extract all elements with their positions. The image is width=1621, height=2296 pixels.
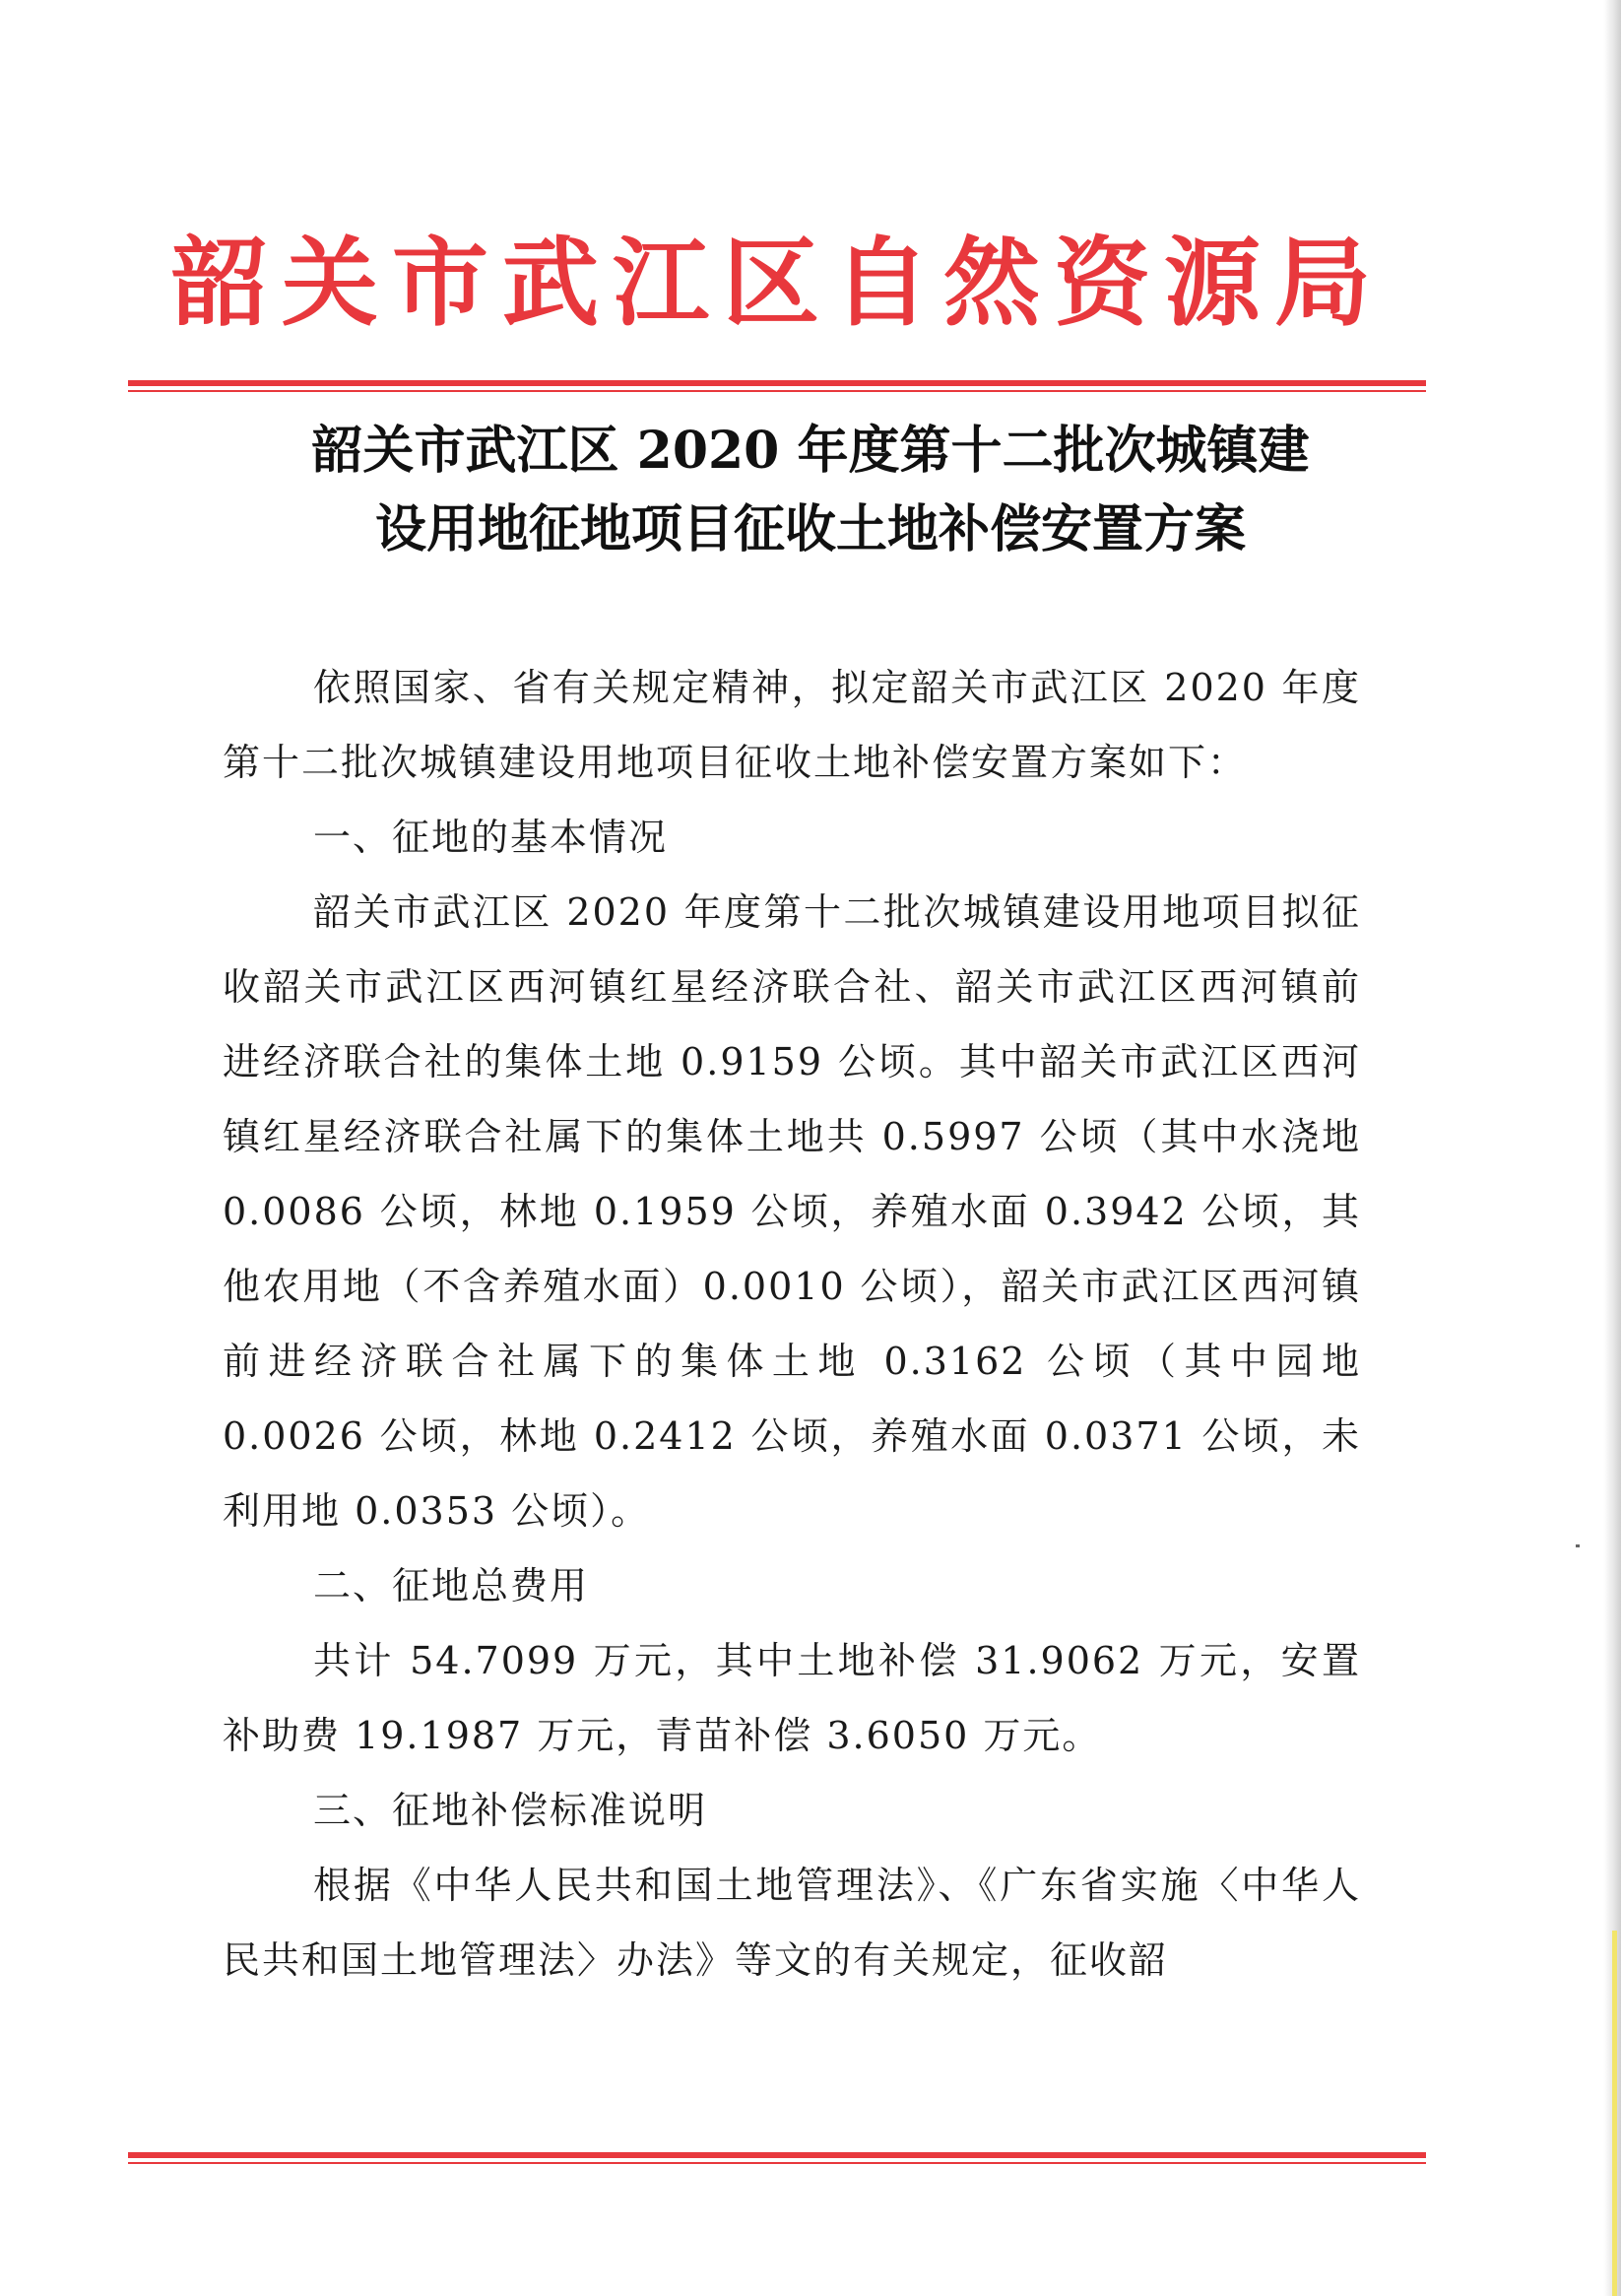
section-2-paragraph: 共计 54.7099 万元，其中土地补偿 31.9062 万元，安置补助费 19.1987 万元，青苗补偿 3.6050 万元。 <box>223 1639 1361 1757</box>
section-1-paragraph: 韶关市武江区 2020 年度第十二批次城镇建设用地项目拟征收韶关市武江区西河镇红星经济联合社、韶关市武江区西河镇前进经济联合社的集体土地 0.9159 公顷。其中韶关市武江区西河镇红星经济联合社属下的集体土地共 0.5997 公顷（其中水浇地 0.0086 公顷，林地 0.1959 公顷，养殖水面 0.3942 公顷，其他农用地（不含养殖水面）0.0010 公顷），韶关市武江区西河镇前进经济联合社属下的集体土地 0.3162 公顷（其中园地 0.0026 公顷，林地 0.2412 公顷，养殖水面 0.0371 公顷，未利用地 0.0353 公顷）。 <box>223 890 1361 1533</box>
agency-masthead: 韶关市武江区自然资源局 <box>170 227 1385 340</box>
intro-paragraph: 依照国家、省有关规定精神，拟定韶关市武江区 2020 年度第十二批次城镇建设用地项目征收土地补偿安置方案如下： <box>223 666 1361 784</box>
section-3-heading: 三、征地补偿标准说明 <box>313 1789 708 1832</box>
footer-divider <box>128 2152 1426 2164</box>
masthead-divider-top <box>128 380 1426 392</box>
scan-edge-highlight <box>1612 1931 1617 2296</box>
section-1-heading: 一、征地的基本情况 <box>313 816 669 859</box>
scan-speck <box>1576 1544 1580 1547</box>
document-body <box>223 650 1361 1998</box>
document-title-line-1: 韶关市武江区 2020 年度第十二批次城镇建 <box>311 421 1310 481</box>
section-2-heading: 二、征地总费用 <box>313 1564 590 1607</box>
document-title <box>148 412 1473 569</box>
section-3-paragraph: 根据《中华人民共和国土地管理法》、《广东省实施〈中华人民共和国土地管理法〉办法》等文的有关规定，征收韶 <box>223 1864 1361 1982</box>
document-title-line-2: 设用地征地项目征收土地补偿安置方案 <box>374 499 1246 559</box>
